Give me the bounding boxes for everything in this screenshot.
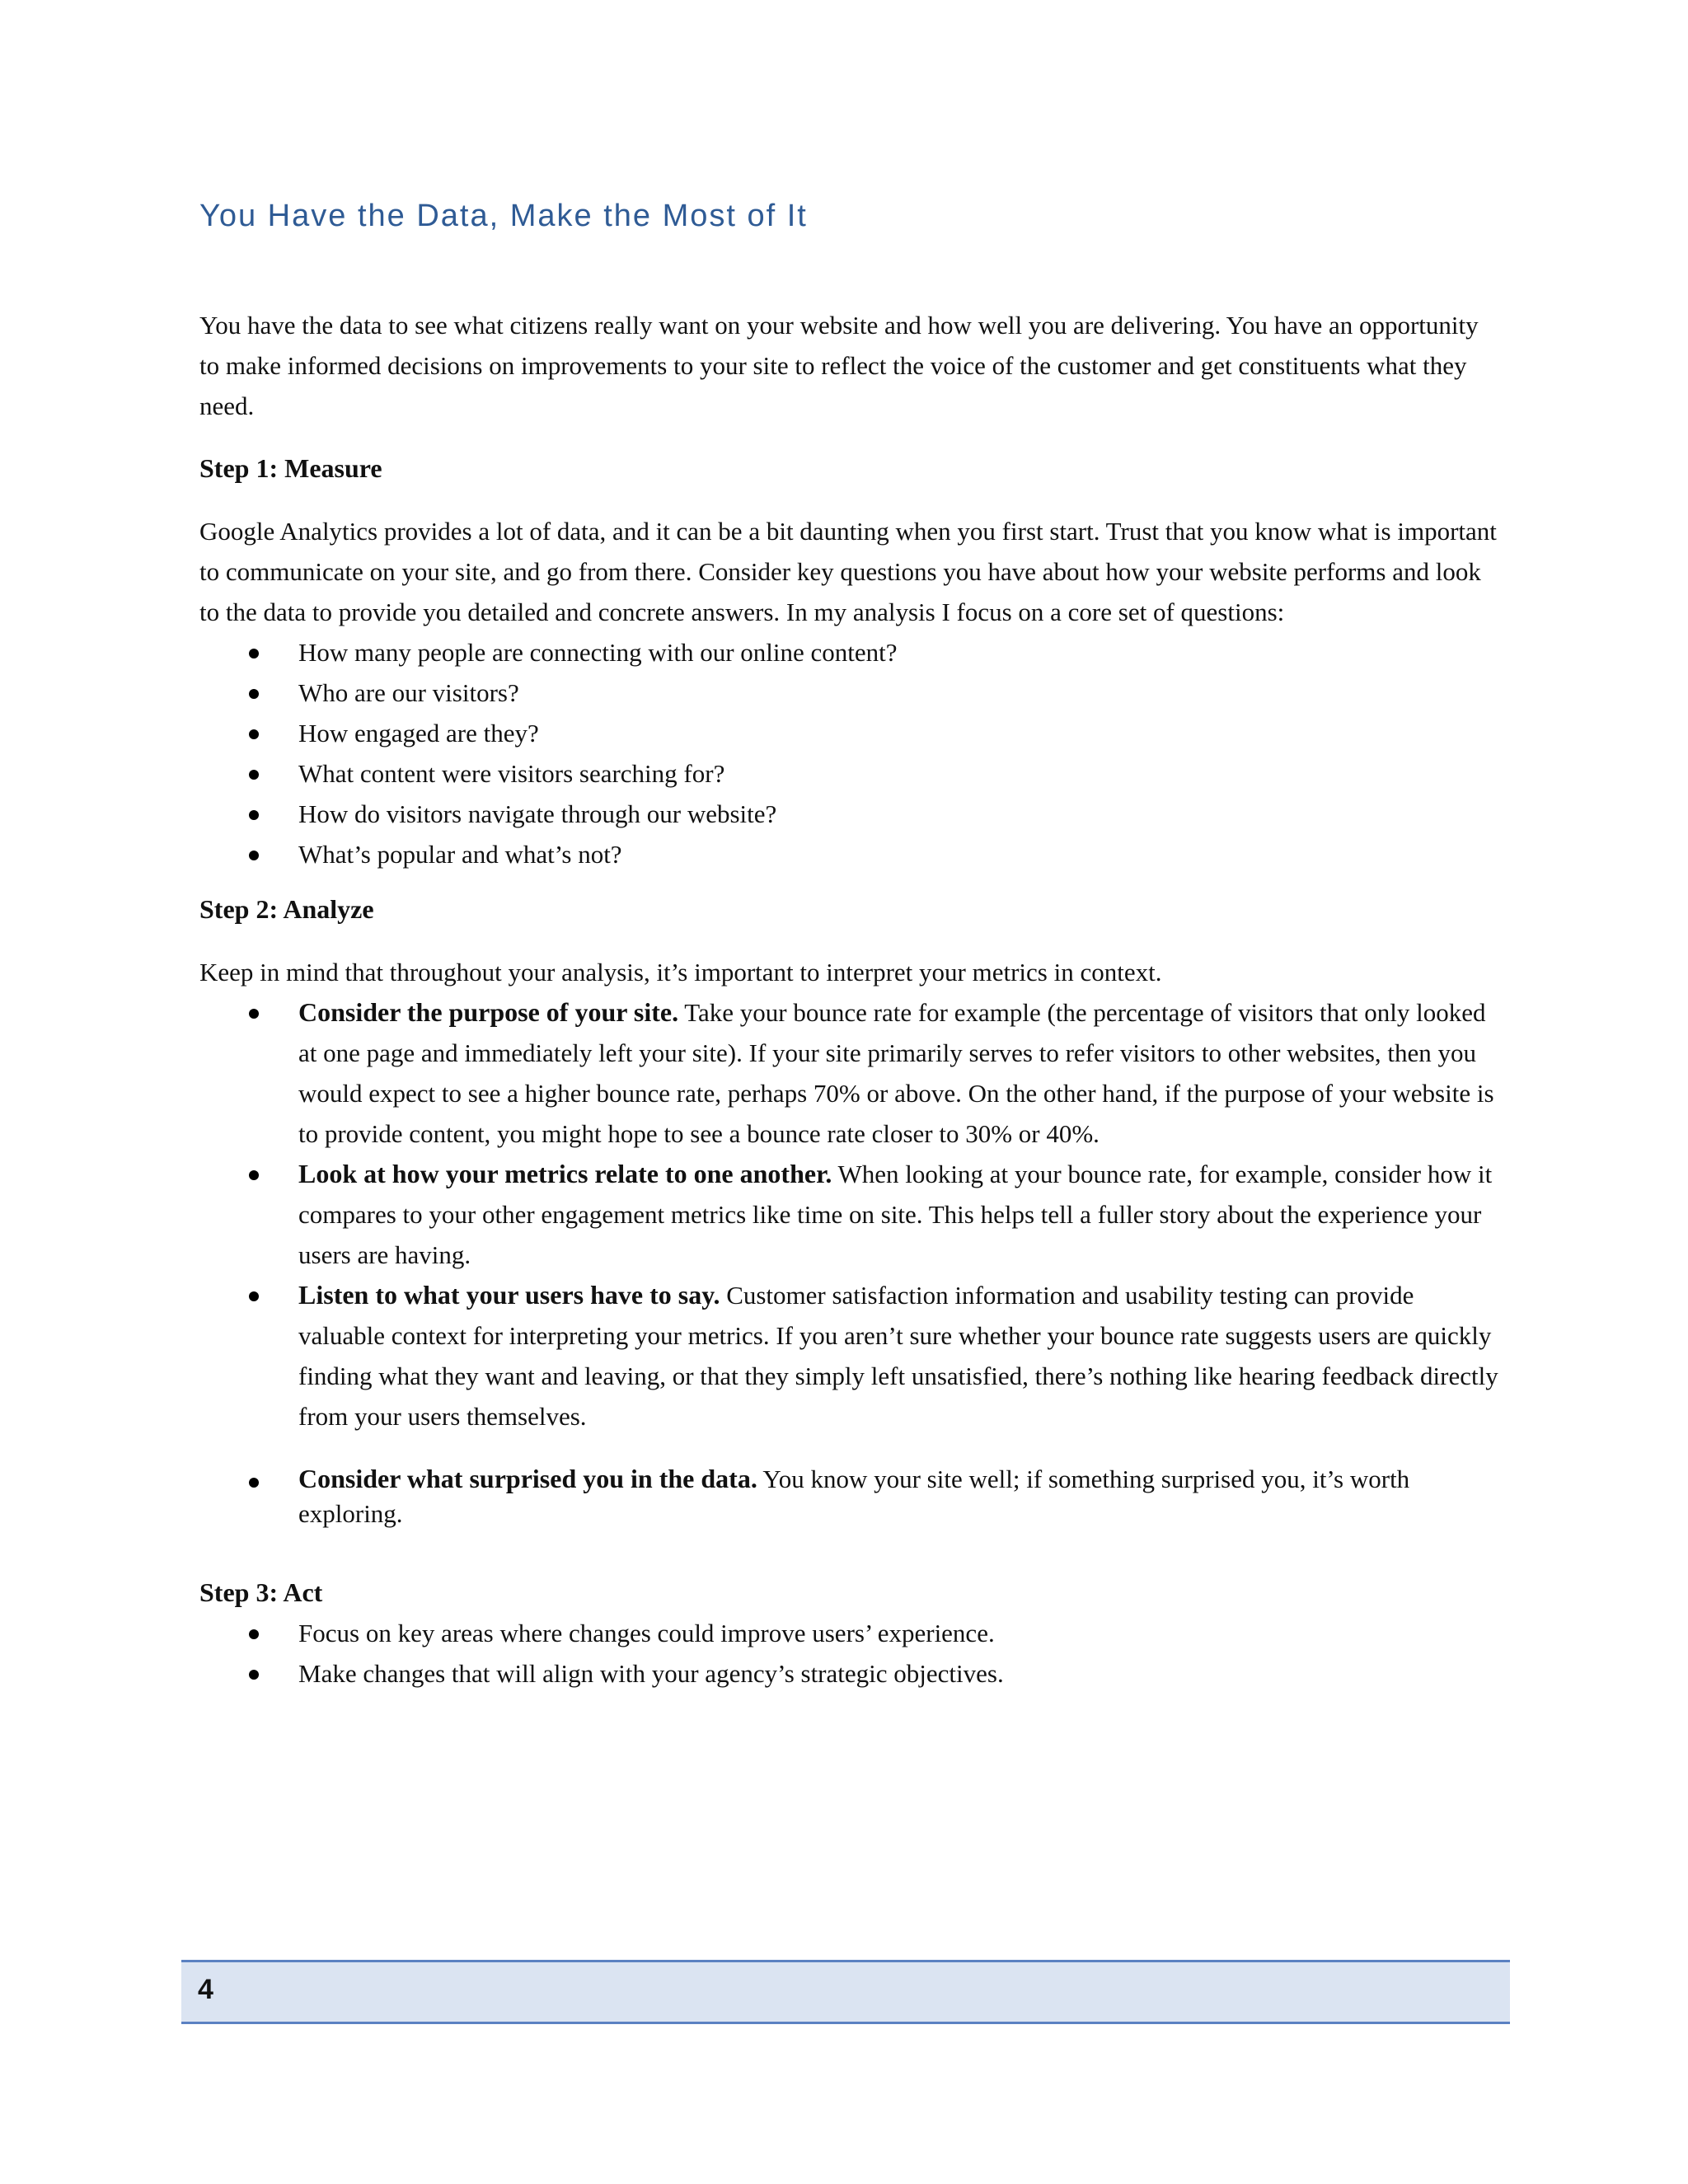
bullet-icon: [249, 1170, 259, 1180]
list-item: [298, 1613, 1502, 1653]
step3-heading: Step 3: Act: [199, 1577, 323, 1607]
list-item-text: Who are our visitors?: [298, 678, 519, 707]
point-text: Take your bounce rate for example (the percentage of visitors that only looked at one page and immediately left your site). If your site primarily serves to refer visitors to other websites, then you would expect to see a higher bounce rate, perhaps 70% or above. On the other hand, if the purpose of your website is to provide content, you might hope to see a bounce rate closer to 30% or 40%.: [298, 998, 1494, 1148]
point-text: Customer satisfaction information and usability testing can provide valuable context for interpreting your metrics. If you aren’t sure whether your bounce rate suggests users are quickly finding what they want and leaving, or that they simply left unsatisfied, there’s nothing like hearing feedback directly from your users themselves.: [298, 1281, 1498, 1431]
page-title: You Have the Data, Make the Most of It: [199, 199, 808, 233]
step1-paragraph: Google Analytics provides a lot of data, and it can be a bit daunting when you first start. Trust that you know what is important to communicate on your site, and go from there. Consider key questions you have about how your website performs and look to the data to provide you detailed and concrete answers. In my analysis I focus on a core set of questions:: [199, 517, 1497, 626]
list-item-text: Make changes that will align with your agency’s strategic objectives.: [298, 1659, 1004, 1688]
list-item-text: How engaged are they?: [298, 719, 539, 748]
list-item-text: How do visitors navigate through our website?: [298, 799, 777, 828]
bullet-icon: [249, 1478, 259, 1488]
intro-paragraph: You have the data to see what citizens really want on your website and how well you are delivering. You have an opportunity to make informed decisions on improvements to your site to reflect the voice of the customer and get constituents what they need.: [199, 311, 1479, 420]
page-footer: [181, 1960, 1510, 2024]
step2-heading: Step 2: Analyze: [199, 894, 374, 924]
list-item: [298, 1653, 1502, 1694]
list-item: [298, 1275, 1502, 1436]
list-item-text: What’s popular and what’s not?: [298, 840, 622, 869]
actions-list: [199, 1613, 1502, 1694]
list-item: [298, 713, 1502, 753]
list-item: [298, 834, 1502, 874]
list-item: [298, 753, 1502, 794]
bullet-icon: [249, 1670, 259, 1680]
point-text: You know your site well; if something surprised you, it’s worth exploring.: [298, 1465, 1410, 1528]
page-content: [199, 193, 1502, 1694]
analysis-points-list: [199, 992, 1502, 1531]
bullet-icon: [249, 1009, 259, 1019]
bullet-icon: [249, 689, 259, 699]
bullet-icon: [249, 729, 259, 739]
step1-heading: Step 1: Measure: [199, 453, 382, 483]
list-item: [298, 632, 1502, 673]
point-bold-lead: Look at how your metrics relate to one another.: [298, 1159, 832, 1188]
list-item: [298, 1461, 1502, 1531]
bullet-icon: [249, 649, 259, 658]
list-item-text: Focus on key areas where changes could improve users’ experience.: [298, 1619, 995, 1647]
bullet-icon: [249, 810, 259, 820]
bullet-icon: [249, 770, 259, 780]
questions-list: [199, 632, 1502, 874]
point-bold-lead: Listen to what your users have to say.: [298, 1280, 720, 1310]
bullet-icon: [249, 1291, 259, 1301]
list-item-text: How many people are connecting with our online content?: [298, 638, 898, 667]
list-item: [298, 1154, 1502, 1275]
list-item: [298, 794, 1502, 834]
step2-paragraph: Keep in mind that throughout your analysis, it’s important to interpret your metrics in context.: [199, 958, 1162, 987]
point-bold-lead: Consider what surprised you in the data.: [298, 1464, 757, 1493]
bullet-icon: [249, 1629, 259, 1639]
bullet-icon: [249, 851, 259, 860]
list-item-text: What content were visitors searching for?: [298, 759, 725, 788]
list-item: [298, 673, 1502, 713]
point-text: When looking at your bounce rate, for example, consider how it compares to your other engagement metrics like time on site. This helps tell a fuller story about the experience your users are having.: [298, 1160, 1493, 1269]
page-number: 4: [198, 1974, 213, 2005]
list-item: [298, 992, 1502, 1154]
point-bold-lead: Consider the purpose of your site.: [298, 997, 679, 1027]
